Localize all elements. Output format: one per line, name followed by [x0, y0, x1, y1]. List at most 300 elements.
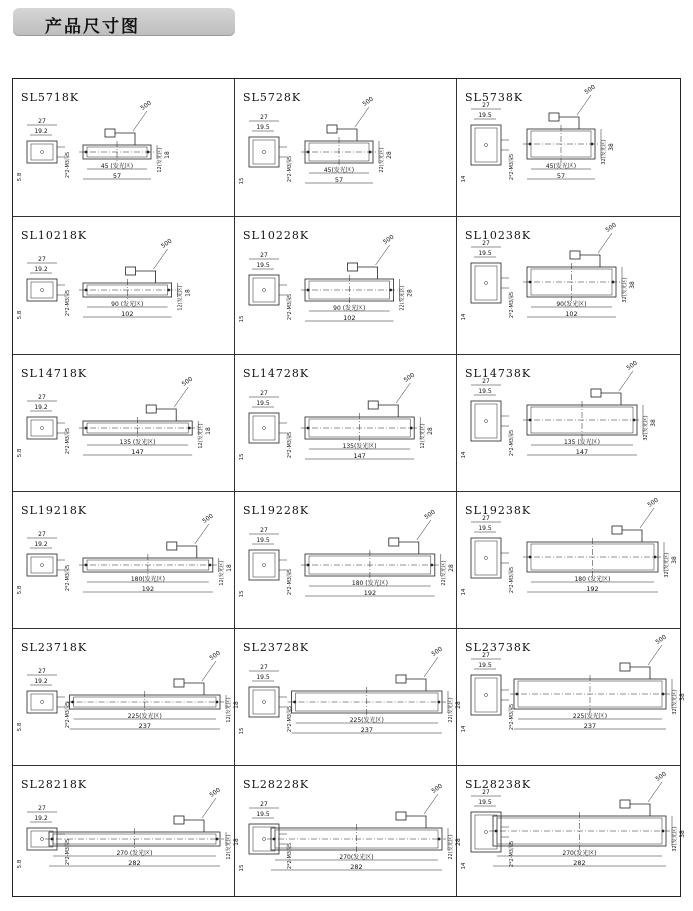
dim-total-length: 237	[360, 726, 374, 734]
product-drawing-cell	[235, 217, 456, 354]
dimension-drawing	[457, 492, 680, 629]
dimension-drawing	[235, 629, 462, 766]
dim-inner-width: 19.5	[478, 525, 492, 532]
mount-hole-icon	[41, 289, 44, 292]
dim-screw-callout: 2*2-M3深5	[287, 155, 293, 183]
dim-offset: 15	[239, 727, 245, 735]
cross-section-view	[461, 240, 515, 321]
dim-height: 38	[671, 556, 678, 564]
end-hole-icon	[307, 289, 310, 292]
dim-width: 27	[38, 805, 46, 812]
dim-inner-width: 19.5	[256, 674, 270, 681]
model-number: SL19228K	[243, 504, 310, 517]
connector-icon	[126, 267, 136, 275]
cable-icon	[622, 530, 642, 542]
cross-section-view	[17, 256, 71, 319]
dim-screw-callout: 2*2-M3深5	[509, 291, 515, 319]
cable-dim-line	[424, 657, 438, 677]
dim-width: 27	[38, 256, 46, 263]
dimension-drawing	[235, 766, 462, 903]
end-hole-icon	[208, 564, 211, 567]
dim-offset: 15	[239, 453, 245, 461]
cable-icon	[156, 409, 176, 421]
dim-total-length: 237	[583, 722, 597, 730]
end-hole-icon	[85, 151, 88, 154]
product-drawing-cell	[457, 492, 680, 629]
dimension-drawing	[13, 492, 234, 629]
dim-emitting-height: 22(发光区)	[399, 285, 406, 311]
product-drawing-cell	[457, 79, 680, 216]
dim-inner-width: 19.5	[478, 250, 492, 257]
dim-screw-callout: 2*2-M3深5	[509, 703, 515, 731]
dim-emitting-height: 12(发光区)	[218, 560, 225, 586]
dim-width: 27	[260, 801, 268, 808]
dim-emitting-length: 270 (发光区)	[116, 850, 153, 857]
length-view	[489, 771, 686, 867]
section-inner	[253, 690, 275, 714]
page-title: 产品尺寸图	[45, 17, 140, 37]
section-inner	[31, 282, 53, 298]
dim-height: 38	[608, 143, 615, 151]
end-hole-icon	[71, 701, 74, 704]
cross-section-view	[17, 805, 71, 868]
dim-emitting-height: 12(发光区)	[226, 697, 232, 723]
cable-dim-line	[640, 508, 654, 528]
mount-hole-icon	[41, 838, 44, 841]
dim-total-length: 147	[353, 452, 366, 460]
cable-dim-line	[195, 524, 209, 544]
dim-screw-callout: 2*2-M3深5	[65, 701, 71, 729]
section-outline	[249, 550, 279, 580]
section-outline	[471, 675, 501, 715]
dim-width: 27	[38, 531, 46, 538]
cross-section-view	[17, 118, 71, 181]
dim-total-length: 102	[565, 310, 578, 318]
end-hole-icon	[654, 556, 657, 559]
length-view	[523, 222, 636, 318]
connector-icon	[105, 129, 115, 137]
cable-icon	[406, 679, 426, 691]
dim-cable-length: 500	[430, 645, 444, 658]
dim-offset: 14	[461, 725, 467, 733]
end-hole-icon	[529, 556, 532, 559]
dim-inner-width: 19.5	[478, 662, 492, 669]
section-inner	[253, 416, 275, 440]
section-inner	[31, 144, 53, 160]
dim-offset: 5.8	[17, 172, 23, 182]
dim-total-length: 147	[575, 448, 589, 456]
end-hole-icon	[85, 564, 88, 567]
dim-inner-width: 19.2	[34, 128, 48, 135]
dim-emitting-length: 135(发光区)	[342, 443, 377, 450]
model-number: SL19238K	[465, 504, 532, 517]
dim-height: 28	[406, 289, 414, 297]
dim-emitting-length: 225(发光区)	[349, 717, 384, 724]
dim-height: 18	[184, 289, 192, 297]
end-hole-icon	[216, 838, 219, 841]
end-hole-icon	[516, 693, 519, 696]
dim-width: 27	[482, 789, 490, 796]
mount-hole-icon	[263, 427, 266, 430]
dim-cable-length: 500	[208, 649, 222, 662]
dim-emitting-height: 12(发光区)	[177, 285, 184, 311]
end-hole-icon	[529, 143, 532, 146]
dim-cable-length: 500	[430, 782, 444, 795]
dim-inner-width: 19.2	[34, 815, 48, 822]
dim-emitting-length: 180 (发光区)	[574, 576, 611, 583]
dim-emitting-height: 22(发光区)	[448, 697, 454, 723]
dimension-drawing	[13, 79, 234, 216]
dim-width: 27	[260, 664, 268, 671]
dim-height: 38	[679, 830, 686, 838]
cable-dim-line	[396, 383, 410, 403]
length-view	[523, 497, 678, 593]
cable-icon	[399, 542, 419, 554]
length-view	[510, 634, 686, 730]
dim-offset: 14	[461, 451, 467, 459]
dim-inner-width: 19.5	[256, 811, 270, 818]
dim-width: 27	[260, 390, 268, 397]
end-hole-icon	[529, 281, 532, 284]
mount-hole-icon	[485, 831, 488, 834]
cable-icon	[406, 816, 426, 828]
length-view	[301, 234, 414, 322]
cross-section-view	[239, 252, 293, 323]
dimension-drawing-grid	[12, 78, 686, 897]
cross-section-view	[17, 394, 71, 457]
dim-emitting-height: 22(发光区)	[440, 560, 447, 586]
cable-icon	[559, 117, 579, 129]
mount-hole-icon	[485, 282, 488, 285]
cable-icon	[630, 667, 650, 679]
cross-section-view	[17, 531, 71, 594]
model-number: SL28228K	[243, 778, 310, 791]
dim-emitting-height: 22(发光区)	[448, 834, 454, 860]
mount-hole-icon	[263, 838, 266, 841]
cable-icon	[337, 129, 357, 141]
dim-inner-width: 19.5	[256, 400, 270, 407]
section-inner	[31, 694, 53, 710]
model-number: SL28238K	[465, 778, 532, 791]
dim-cable-length: 500	[382, 233, 396, 246]
dim-width: 27	[260, 252, 268, 259]
dim-height: 18	[233, 838, 240, 846]
dim-total-length: 282	[573, 859, 586, 867]
cable-icon	[136, 271, 156, 283]
dimension-drawing	[13, 217, 234, 354]
mount-hole-icon	[263, 151, 266, 154]
cross-section-view	[239, 801, 293, 872]
connector-icon	[368, 401, 378, 409]
length-view	[79, 513, 233, 593]
dim-width: 27	[482, 378, 490, 385]
mount-hole-icon	[41, 564, 44, 567]
dim-total-length: 102	[121, 310, 134, 318]
cross-section-view	[461, 515, 515, 596]
mount-hole-icon	[485, 557, 488, 560]
dim-emitting-length: 225(发光区)	[572, 713, 608, 720]
end-hole-icon	[612, 281, 615, 284]
cross-section-view	[17, 668, 71, 731]
connector-icon	[396, 675, 406, 683]
section-outline	[27, 279, 57, 301]
dim-offset: 5.8	[17, 585, 23, 595]
dim-emitting-length: 90 (发光区)	[111, 301, 144, 308]
dim-height: 38	[679, 693, 686, 701]
section-title-tab	[13, 8, 235, 36]
model-number: SL10228K	[243, 229, 310, 242]
end-hole-icon	[529, 419, 532, 422]
dim-screw-callout: 2*2-M3深5	[65, 427, 71, 455]
end-hole-icon	[51, 838, 54, 841]
dim-emitting-length: 90(发光区)	[556, 301, 587, 308]
length-view	[288, 646, 462, 734]
cross-section-view	[239, 114, 293, 185]
cross-section-view	[461, 378, 515, 459]
dim-total-length: 57	[334, 176, 344, 184]
section-outline	[471, 538, 501, 578]
dim-emitting-length: 270(发光区)	[339, 854, 374, 861]
dim-emitting-length: 45(发光区)	[323, 167, 355, 174]
end-hole-icon	[438, 838, 441, 841]
section-outline	[27, 554, 57, 576]
dim-width: 27	[260, 114, 268, 121]
dim-height: 28	[427, 427, 435, 435]
mount-hole-icon	[41, 427, 44, 430]
dim-cable-length: 500	[402, 371, 417, 384]
dim-emitting-height: 32(发光区)	[601, 139, 607, 165]
section-inner	[475, 128, 497, 162]
dimension-drawing	[235, 492, 456, 629]
cable-dim-line	[355, 107, 369, 127]
cable-icon	[115, 133, 135, 145]
dim-emitting-length: 135 (发光区)	[563, 439, 601, 446]
cable-dim-line	[598, 233, 612, 253]
end-hole-icon	[167, 289, 170, 292]
section-inner	[31, 420, 53, 436]
cable-dim-line	[577, 95, 591, 115]
dim-total-length: 57	[112, 172, 122, 180]
cable-dim-line	[154, 249, 168, 269]
dim-offset: 5.8	[17, 859, 23, 869]
length-view	[45, 787, 240, 867]
dim-screw-callout: 2*2-M3深5	[287, 293, 293, 321]
end-hole-icon	[495, 830, 498, 833]
mount-hole-icon	[485, 144, 488, 147]
section-inner	[31, 557, 53, 573]
dim-width: 27	[482, 515, 490, 522]
dim-inner-width: 19.5	[478, 388, 492, 395]
dim-offset: 5.8	[17, 310, 23, 320]
length-view	[66, 650, 240, 730]
cable-icon	[630, 804, 650, 816]
dim-cable-length: 500	[654, 770, 668, 783]
cable-icon	[184, 820, 204, 832]
section-inner	[475, 815, 497, 849]
end-hole-icon	[293, 701, 296, 704]
dim-emitting-length: 45 (发光区)	[100, 163, 134, 170]
dim-height: 18	[205, 427, 213, 435]
dim-emitting-length: 180(发光区)	[130, 576, 165, 583]
mount-hole-icon	[263, 564, 266, 567]
cable-icon	[601, 393, 621, 405]
dim-offset: 14	[461, 175, 467, 183]
dim-emitting-height: 22(发光区)	[379, 147, 385, 173]
mount-hole-icon	[263, 701, 266, 704]
end-hole-icon	[188, 427, 191, 430]
dim-inner-width: 19.2	[34, 541, 48, 548]
section-outline	[249, 275, 279, 305]
dim-width: 27	[38, 668, 46, 675]
section-outline	[249, 413, 279, 443]
cross-section-view	[461, 789, 515, 870]
mount-hole-icon	[485, 694, 488, 697]
dim-height: 28	[455, 838, 462, 846]
cross-section-view	[461, 102, 515, 183]
dim-total-length: 102	[343, 314, 356, 322]
cable-dim-line	[648, 645, 662, 665]
section-outline	[27, 691, 57, 713]
model-number: SL14738K	[465, 367, 532, 380]
dimension-drawing	[457, 766, 686, 903]
cable-icon	[358, 267, 378, 279]
product-drawing-cell	[13, 492, 234, 629]
section-inner	[475, 541, 497, 575]
cable-icon	[184, 683, 204, 695]
dim-cable-length: 500	[625, 359, 639, 372]
section-outline	[27, 141, 57, 163]
product-drawing-cell	[235, 629, 462, 766]
cross-section-view	[239, 664, 293, 735]
dim-screw-callout: 2*2-M3深5	[65, 151, 71, 179]
dim-emitting-length: 45(发光区)	[545, 163, 577, 170]
dim-emitting-height: 32(发光区)	[643, 415, 649, 441]
end-hole-icon	[85, 289, 88, 292]
end-hole-icon	[633, 419, 636, 422]
dim-height: 28	[386, 151, 393, 159]
section-inner	[253, 553, 275, 577]
model-number: SL10238K	[465, 229, 532, 242]
mount-hole-icon	[41, 151, 44, 154]
dim-emitting-length: 135 (发光区)	[119, 439, 156, 446]
section-outline	[471, 401, 501, 441]
dim-screw-callout: 2*2-M3深5	[65, 289, 71, 317]
cable-dim-line	[376, 245, 390, 265]
dim-emitting-height: 12(发光区)	[157, 147, 163, 173]
length-view	[301, 372, 434, 460]
connector-icon	[389, 538, 399, 546]
dim-width: 27	[38, 118, 46, 125]
dim-cable-length: 500	[604, 221, 618, 234]
model-number: SL23738K	[465, 641, 532, 654]
product-drawing-cell	[13, 355, 234, 492]
dim-offset: 15	[239, 864, 245, 872]
section-outline	[249, 687, 279, 717]
connector-icon	[570, 251, 580, 259]
dim-height: 38	[629, 281, 636, 289]
section-outline	[471, 125, 501, 165]
model-number: SL5738K	[465, 91, 524, 104]
dim-emitting-height: 12(发光区)	[226, 834, 232, 860]
connector-icon	[620, 663, 630, 671]
dim-offset: 5.8	[17, 722, 23, 732]
dim-inner-width: 19.5	[256, 262, 270, 269]
model-number: SL14728K	[243, 367, 310, 380]
dim-cable-length: 500	[361, 95, 375, 108]
end-hole-icon	[85, 427, 88, 430]
dim-screw-callout: 2*2-M3深5	[65, 564, 71, 592]
dim-emitting-length: 225(发光区)	[127, 713, 162, 720]
dim-emitting-height: 12(发光区)	[198, 423, 205, 449]
product-drawing-cell	[235, 492, 456, 629]
dim-emitting-height: 12(发光区)	[420, 423, 427, 449]
connector-icon	[174, 679, 184, 687]
end-hole-icon	[307, 427, 310, 430]
dim-screw-callout: 2*2-M3深5	[509, 840, 515, 868]
dim-inner-width: 19.5	[478, 799, 492, 806]
cable-icon	[177, 546, 197, 558]
dim-offset: 14	[461, 313, 467, 321]
model-number: SL23728K	[243, 641, 310, 654]
dim-emitting-length: 180 (发光区)	[351, 580, 388, 587]
dim-total-length: 282	[350, 863, 363, 871]
end-hole-icon	[410, 427, 413, 430]
dimension-drawing	[13, 766, 240, 903]
cable-dim-line	[648, 782, 662, 802]
end-hole-icon	[216, 701, 219, 704]
dim-inner-width: 19.5	[478, 112, 492, 119]
dim-emitting-length: 270(发光区)	[562, 850, 597, 857]
end-hole-icon	[147, 151, 150, 154]
dim-emitting-length: 90 (发光区)	[333, 305, 366, 312]
dimension-drawing	[457, 217, 680, 354]
dim-inner-width: 19.2	[34, 266, 48, 273]
dim-width: 27	[38, 394, 46, 401]
connector-icon	[348, 263, 358, 271]
section-inner	[475, 266, 497, 300]
dim-inner-width: 19.2	[34, 678, 48, 685]
model-number: SL5728K	[243, 91, 302, 104]
end-hole-icon	[389, 289, 392, 292]
model-number: SL23718K	[21, 641, 88, 654]
model-number: SL19218K	[21, 504, 88, 517]
end-hole-icon	[307, 564, 310, 567]
section-outline	[27, 417, 57, 439]
product-drawing-cell	[235, 355, 456, 492]
dim-cable-length: 500	[208, 786, 222, 799]
dim-height: 18	[225, 564, 233, 572]
section-outline	[471, 263, 501, 303]
dim-cable-length: 500	[646, 496, 660, 509]
length-view	[301, 509, 455, 597]
length-view	[523, 84, 615, 180]
product-drawing-cell	[457, 355, 680, 492]
dim-offset: 15	[239, 177, 245, 185]
dim-cable-length: 500	[423, 508, 437, 521]
dim-width: 27	[482, 102, 490, 109]
dim-screw-callout: 2*2-M3深5	[287, 842, 293, 870]
dimension-drawing	[235, 355, 456, 492]
cross-section-view	[239, 527, 293, 598]
end-hole-icon	[273, 838, 276, 841]
length-view	[79, 376, 212, 456]
product-drawing-cell	[235, 766, 462, 903]
dimension-drawing	[235, 79, 456, 216]
dim-cable-length: 500	[654, 633, 668, 646]
dim-screw-callout: 2*2-M3深5	[287, 705, 293, 733]
connector-icon	[146, 405, 156, 413]
cross-section-view	[239, 390, 293, 461]
